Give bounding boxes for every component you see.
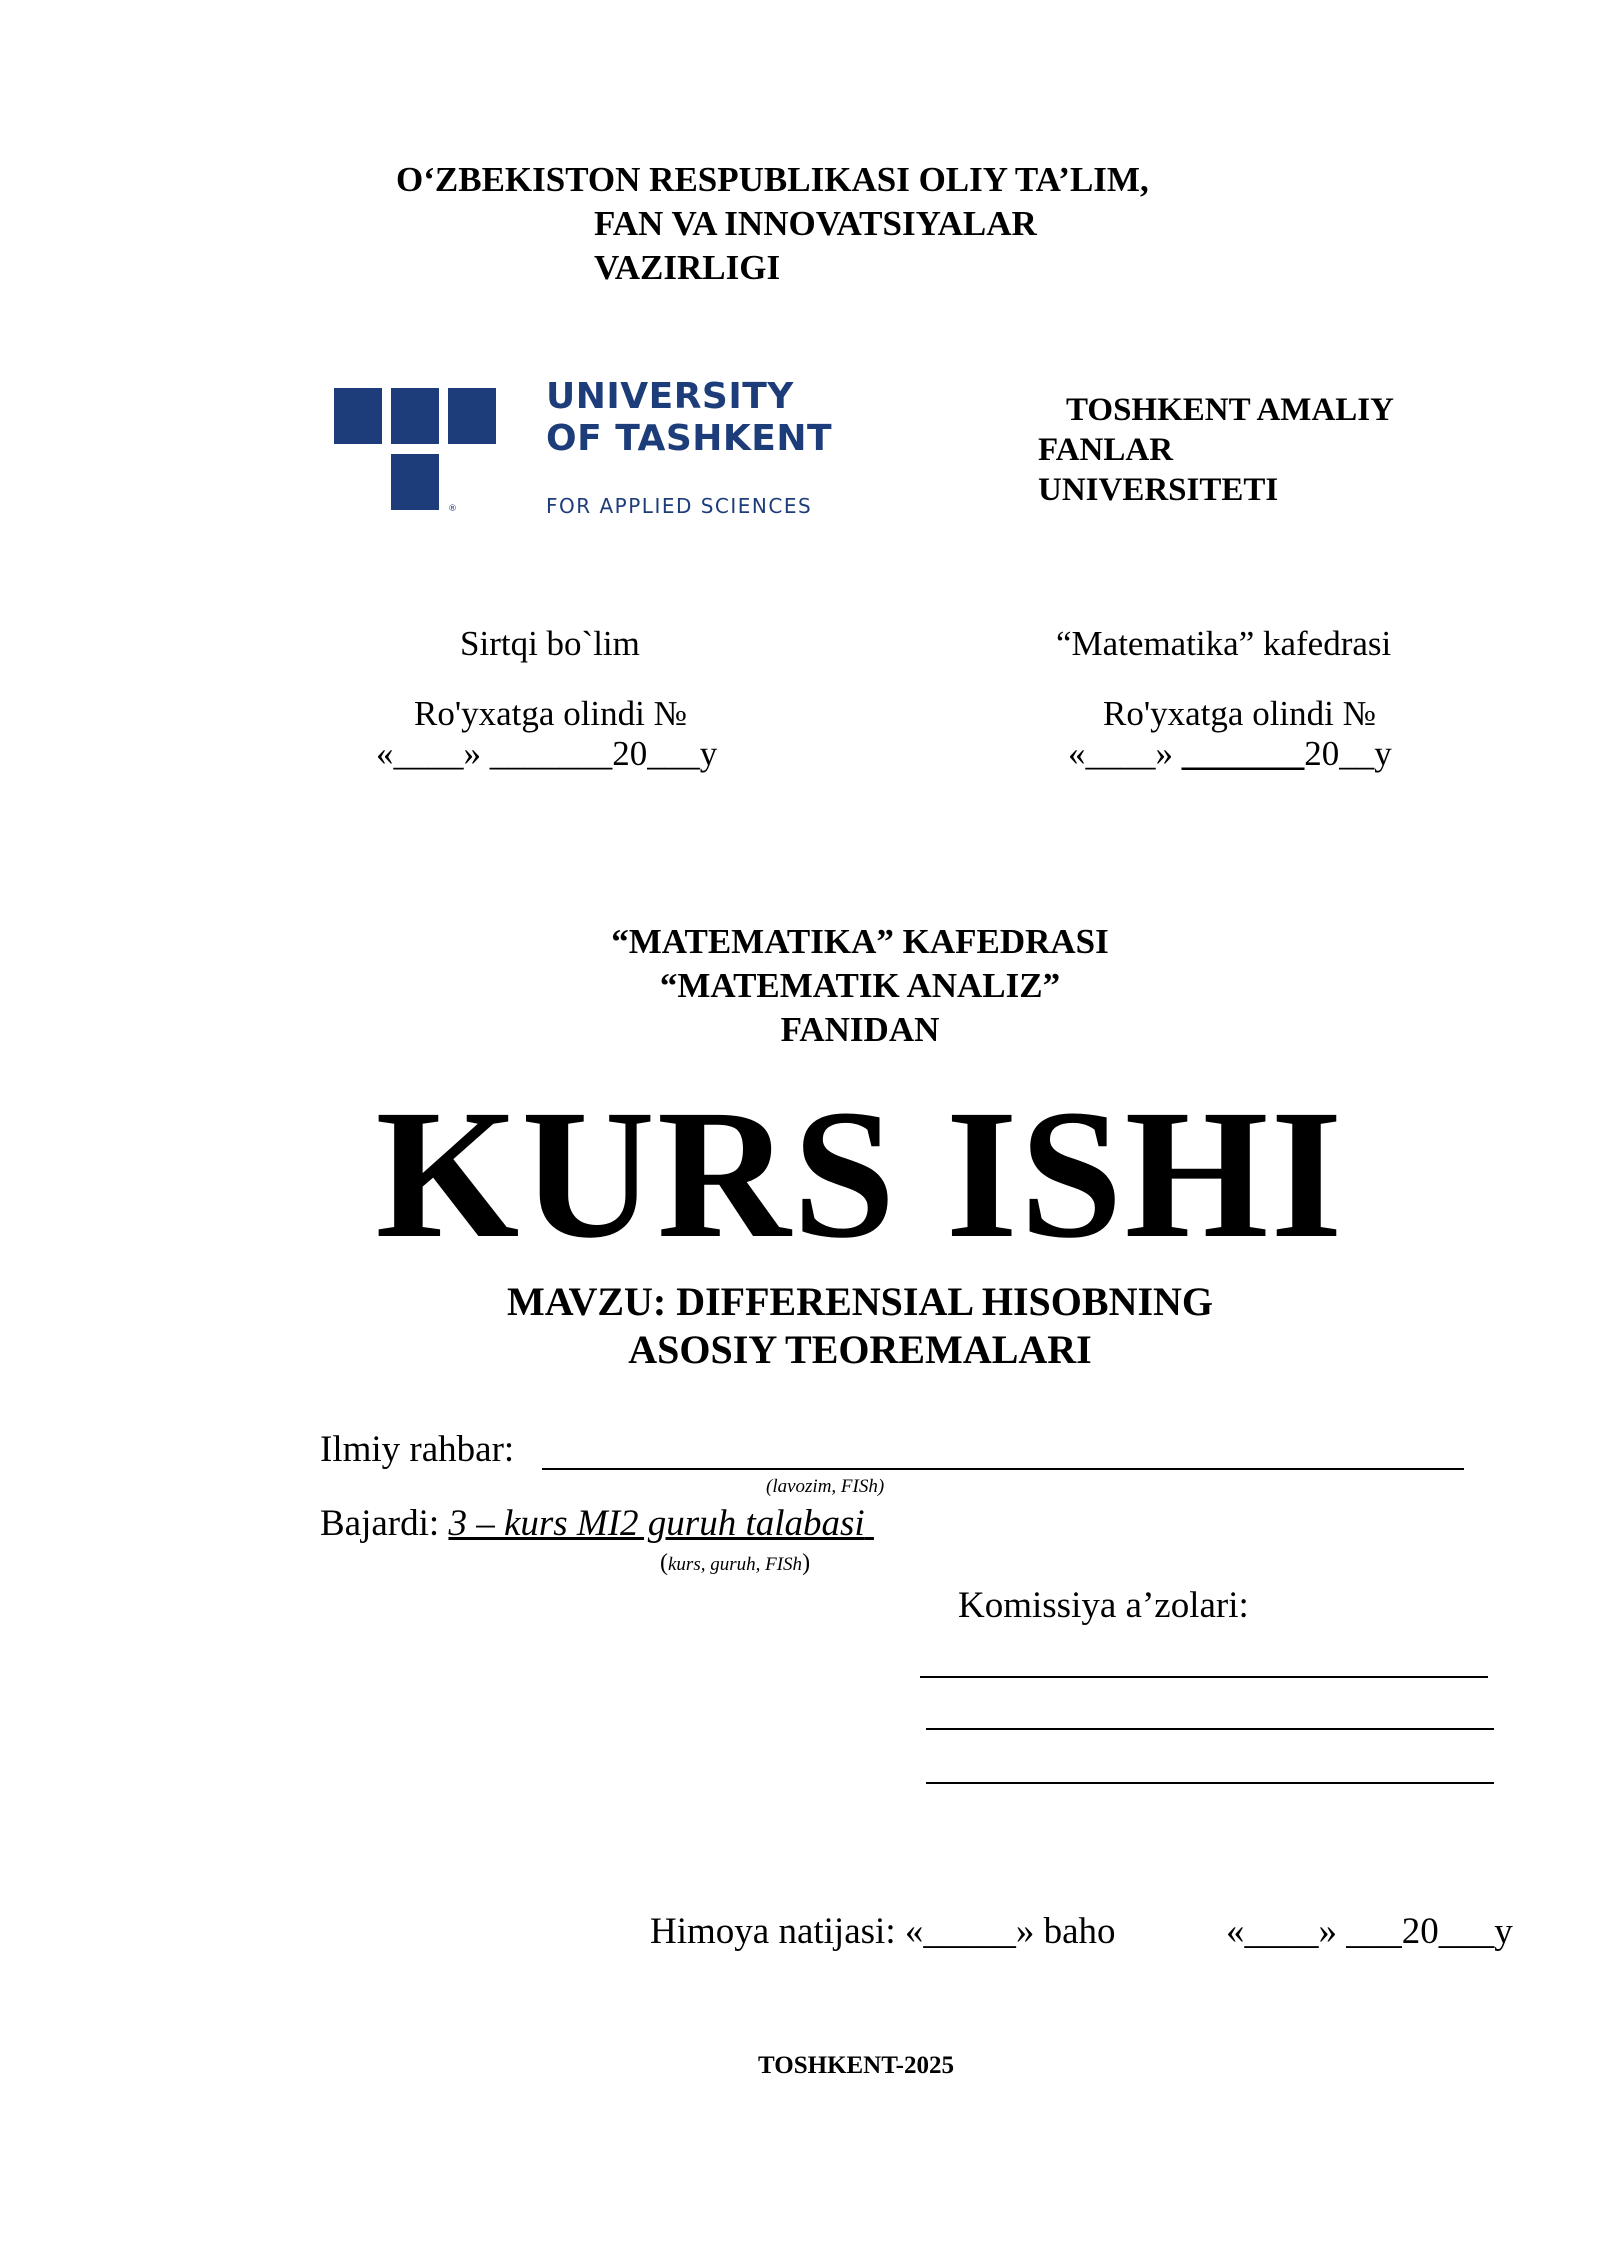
performer-hint-open: ( — [660, 1550, 668, 1576]
footer-city-year: TOSHKENT-2025 — [758, 2052, 954, 2079]
logo-wordmark — [546, 376, 832, 460]
subject-block — [0, 920, 1600, 1052]
performer-hint-text: kurs, guruh, FISh — [668, 1554, 803, 1575]
logo-square-3 — [448, 388, 496, 444]
university-name-line-1: TOSHKENT AMALIY — [1066, 392, 1394, 428]
topic-line-2: ASOSIY TEOREMALARI — [628, 1327, 1092, 1372]
logo-tagline: FOR APPLIED SCIENCES — [546, 494, 813, 518]
right-department: “Matematika” kafedrasi — [1056, 624, 1392, 663]
ministry-header — [396, 158, 1149, 290]
logo-square-2 — [391, 388, 439, 444]
performer-hint — [660, 1550, 810, 1577]
ministry-line-2: FAN VA INNOVATSIYALAR — [594, 204, 1037, 243]
logo-square-4 — [391, 454, 439, 510]
subject-line-3: FANIDAN — [780, 1010, 940, 1049]
defense-date: «____» ___20___y — [1226, 1911, 1513, 1952]
university-name — [1038, 390, 1394, 510]
university-name-line-3: UNIVERSITETI — [1038, 472, 1279, 508]
supervisor-hint: (lavozim, FISh) — [766, 1476, 885, 1497]
ministry-line-3: VAZIRLIGI — [594, 248, 781, 287]
topic-block — [0, 1278, 1600, 1374]
university-logo — [334, 376, 834, 522]
commission-label: Komissiya a’zolari: — [958, 1585, 1249, 1626]
left-registered-date: «____» _______20___y — [376, 734, 718, 773]
ministry-line-1: O‘ZBEKISTON RESPUBLIKASI OLIY TA’LIM, — [396, 160, 1149, 199]
logo-text-line-2: OF TASHKENT — [546, 418, 833, 459]
right-date-blank: _______ — [1181, 734, 1305, 773]
supervisor-label: Ilmiy rahbar: — [320, 1429, 515, 1470]
subject-line-2: “MATEMATIK ANALIZ” — [659, 966, 1061, 1005]
defense-label: Himoya natijasi: «_____» baho — [650, 1911, 1116, 1952]
right-registered-date — [1068, 734, 1392, 774]
logo-square-1 — [334, 388, 382, 444]
logo-text-line-1: UNIVERSITY — [546, 376, 794, 417]
main-title: KURS ISHI — [375, 1072, 1345, 1277]
left-registered-label: Ro'yxatga olindi № — [414, 694, 688, 733]
performer-hint-close: ) — [802, 1550, 811, 1576]
commission-line-1 — [920, 1676, 1488, 1678]
right-date-close: 20__y — [1304, 734, 1392, 773]
right-date-open: «____» — [1068, 734, 1182, 773]
performer-underline-tail — [865, 1503, 874, 1544]
performer-value: 3 – kurs MI2 guruh talabasi — [448, 1503, 865, 1544]
performer-row — [320, 1502, 874, 1545]
commission-line-2 — [926, 1728, 1494, 1730]
right-registered-label: Ro'yxatga olindi № — [1103, 694, 1377, 733]
left-department: Sirtqi bo`lim — [460, 624, 640, 663]
performer-label: Bajardi: — [320, 1503, 440, 1544]
university-name-line-2: FANLAR — [1038, 432, 1174, 468]
supervisor-line — [542, 1468, 1464, 1470]
commission-line-3 — [926, 1782, 1494, 1784]
subject-line-1: “MATEMATIKA” KAFEDRASI — [611, 922, 1109, 961]
topic-line-1: MAVZU: DIFFERENSIAL HISOBNING — [506, 1279, 1214, 1324]
registered-mark: ® — [448, 504, 457, 514]
